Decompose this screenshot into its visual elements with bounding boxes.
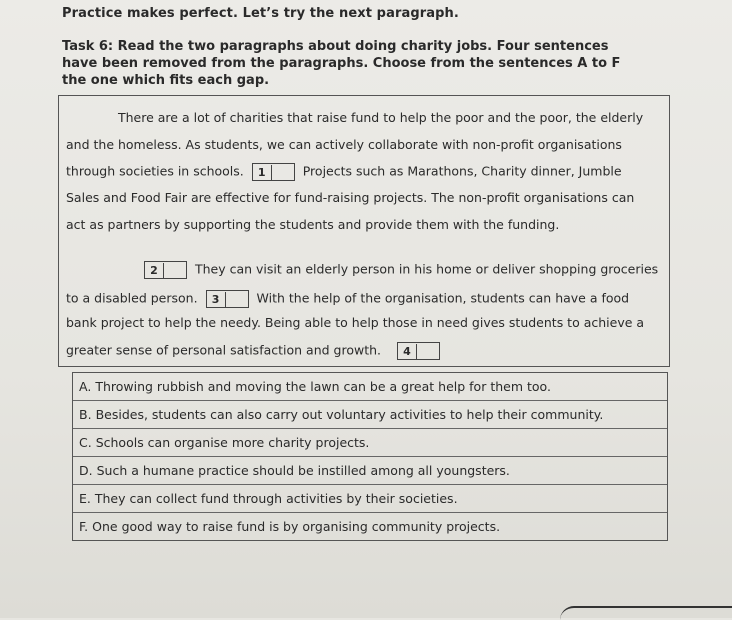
gap-number: 2: [145, 263, 164, 278]
options-table: [72, 372, 668, 541]
option-a[interactable]: [73, 373, 667, 401]
option-letter: F.: [79, 519, 89, 534]
option-e[interactable]: [73, 485, 667, 513]
option-letter: C.: [79, 435, 92, 450]
passage-line: [66, 163, 622, 181]
passage-line: [66, 342, 444, 360]
passage-text: to a disabled person.: [66, 290, 198, 306]
task-instructions: Task 6: Read the two paragraphs about doing charity jobs. Four sentences have been removed from the paragraphs. Choose from the sentences A to F the one which fits each gap.: [62, 39, 621, 88]
passage-line: [66, 290, 629, 308]
passage-text: through societies in schools.: [66, 163, 244, 179]
option-f[interactable]: [73, 513, 667, 540]
option-letter: E.: [79, 491, 91, 506]
option-letter: A.: [79, 379, 92, 394]
passage-line: bank project to help the needy. Being able to help those in need gives students to achieve a: [66, 315, 645, 330]
option-text: Such a humane practice should be instilled among all youngsters.: [96, 463, 510, 478]
passage-text: greater sense of personal satisfaction and growth.: [66, 342, 381, 358]
option-b[interactable]: [73, 401, 667, 429]
passage-line: [140, 261, 658, 279]
passage-text: With the help of the organisation, students can have a food: [256, 290, 630, 306]
gap-3-box[interactable]: [206, 290, 249, 308]
option-letter: B.: [79, 407, 92, 422]
option-text: They can collect fund through activities by their societies.: [94, 491, 458, 506]
option-c[interactable]: [73, 429, 667, 457]
passage-text: They can visit an elderly person in his home or deliver shopping groceries: [194, 261, 659, 277]
gap-number: 4: [398, 344, 417, 359]
heading: Practice makes perfect. Let’s try the next paragraph.: [62, 6, 459, 21]
gap-1-box[interactable]: [252, 163, 295, 181]
option-d[interactable]: [73, 457, 667, 485]
passage-line: Sales and Food Fair are effective for fund-raising projects. The non-profit organisations can: [66, 190, 635, 205]
gap-number: 1: [253, 165, 272, 180]
passage-line: There are a lot of charities that raise fund to help the poor and the poor, the elderly: [118, 110, 644, 125]
option-text: Schools can organise more charity projects.: [95, 435, 370, 450]
gap-4-box[interactable]: [397, 342, 440, 360]
option-text: One good way to raise fund is by organising community projects.: [92, 519, 501, 534]
option-text: Besides, students can also carry out voluntary activities to help their community.: [95, 407, 604, 422]
passage-line: act as partners by supporting the students and provide them with the funding.: [66, 217, 560, 232]
gap-number: 3: [207, 292, 226, 307]
passage-text: Projects such as Marathons, Charity dinner, Jumble: [302, 163, 622, 179]
option-text: Throwing rubbish and moving the lawn can be a great help for them too.: [95, 379, 551, 394]
gap-2-box[interactable]: [144, 261, 187, 279]
option-letter: D.: [79, 463, 93, 478]
passage-line: and the homeless. As students, we can actively collaborate with non-profit organisations: [66, 137, 622, 152]
